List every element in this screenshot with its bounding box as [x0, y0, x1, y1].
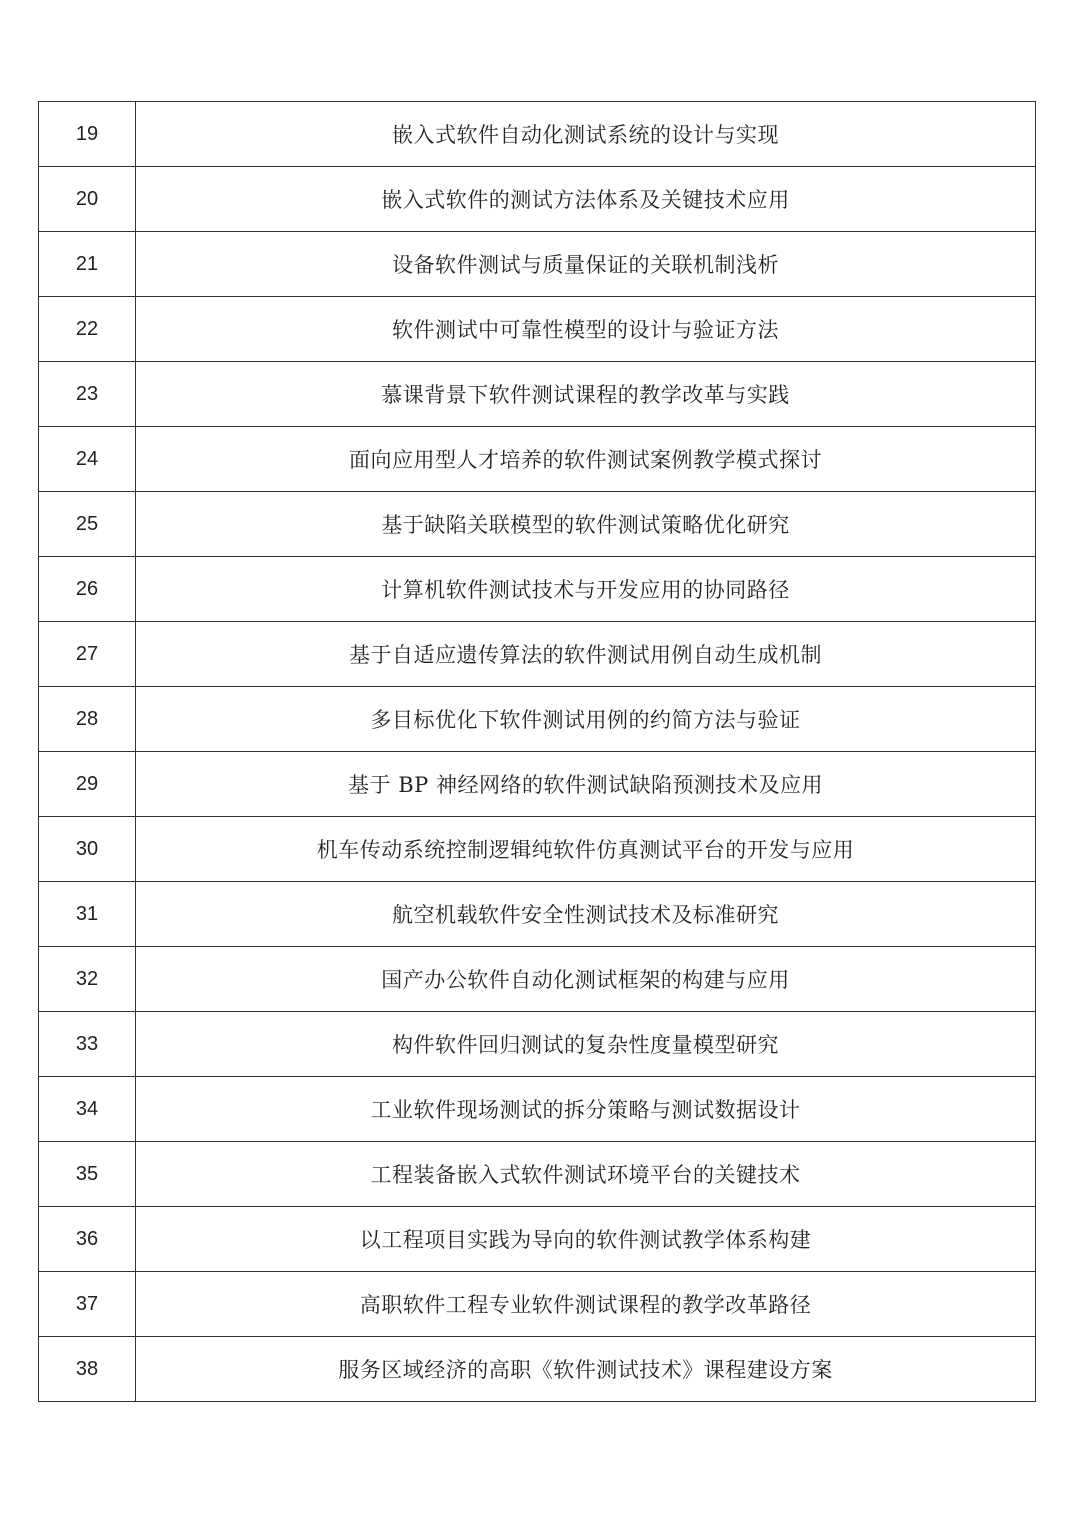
row-number: 24: [39, 427, 136, 492]
table-row: [39, 167, 1036, 232]
topic-title: 设备软件测试与质量保证的关联机制浅析: [136, 232, 1036, 297]
table-row: [39, 882, 1036, 947]
row-number: 36: [39, 1207, 136, 1272]
topics-table: [38, 101, 1036, 1402]
table-row: [39, 1337, 1036, 1402]
topic-title: 基于缺陷关联模型的软件测试策略优化研究: [136, 492, 1036, 557]
row-number: 37: [39, 1272, 136, 1337]
table-row: [39, 492, 1036, 557]
table-row: [39, 687, 1036, 752]
topic-title: 面向应用型人才培养的软件测试案例教学模式探讨: [136, 427, 1036, 492]
topics-table-body: [39, 102, 1036, 1402]
topic-title: 工程装备嵌入式软件测试环境平台的关键技术: [136, 1142, 1036, 1207]
topic-title: 高职软件工程专业软件测试课程的教学改革路径: [136, 1272, 1036, 1337]
topic-title: 多目标优化下软件测试用例的约简方法与验证: [136, 687, 1036, 752]
topic-title: 机车传动系统控制逻辑纯软件仿真测试平台的开发与应用: [136, 817, 1036, 882]
topic-title: 服务区域经济的高职《软件测试技术》课程建设方案: [136, 1337, 1036, 1402]
table-row: [39, 102, 1036, 167]
topic-title: 嵌入式软件自动化测试系统的设计与实现: [136, 102, 1036, 167]
table-row: [39, 1207, 1036, 1272]
table-row: [39, 427, 1036, 492]
table-row: [39, 622, 1036, 687]
table-row: [39, 1272, 1036, 1337]
topic-title: 计算机软件测试技术与开发应用的协同路径: [136, 557, 1036, 622]
row-number: 28: [39, 687, 136, 752]
row-number: 38: [39, 1337, 136, 1402]
topic-title: 构件软件回归测试的复杂性度量模型研究: [136, 1012, 1036, 1077]
topic-title: 航空机载软件安全性测试技术及标准研究: [136, 882, 1036, 947]
row-number: 34: [39, 1077, 136, 1142]
table-row: [39, 1012, 1036, 1077]
row-number: 32: [39, 947, 136, 1012]
table-row: [39, 817, 1036, 882]
table-row: [39, 1077, 1036, 1142]
row-number: 19: [39, 102, 136, 167]
topic-title: 工业软件现场测试的拆分策略与测试数据设计: [136, 1077, 1036, 1142]
row-number: 20: [39, 167, 136, 232]
topic-title: 慕课背景下软件测试课程的教学改革与实践: [136, 362, 1036, 427]
table-row: [39, 1142, 1036, 1207]
topic-title: 以工程项目实践为导向的软件测试教学体系构建: [136, 1207, 1036, 1272]
topic-title: 基于自适应遗传算法的软件测试用例自动生成机制: [136, 622, 1036, 687]
row-number: 29: [39, 752, 136, 817]
table-row: [39, 947, 1036, 1012]
table-row: [39, 752, 1036, 817]
row-number: 23: [39, 362, 136, 427]
topic-title: 嵌入式软件的测试方法体系及关键技术应用: [136, 167, 1036, 232]
row-number: 26: [39, 557, 136, 622]
table-row: [39, 557, 1036, 622]
row-number: 25: [39, 492, 136, 557]
row-number: 35: [39, 1142, 136, 1207]
table-row: [39, 297, 1036, 362]
row-number: 21: [39, 232, 136, 297]
row-number: 30: [39, 817, 136, 882]
topic-title: 软件测试中可靠性模型的设计与验证方法: [136, 297, 1036, 362]
table-row: [39, 362, 1036, 427]
row-number: 22: [39, 297, 136, 362]
row-number: 27: [39, 622, 136, 687]
row-number: 33: [39, 1012, 136, 1077]
row-number: 31: [39, 882, 136, 947]
topic-title: 基于 BP 神经网络的软件测试缺陷预测技术及应用: [136, 752, 1036, 817]
topic-title: 国产办公软件自动化测试框架的构建与应用: [136, 947, 1036, 1012]
table-row: [39, 232, 1036, 297]
